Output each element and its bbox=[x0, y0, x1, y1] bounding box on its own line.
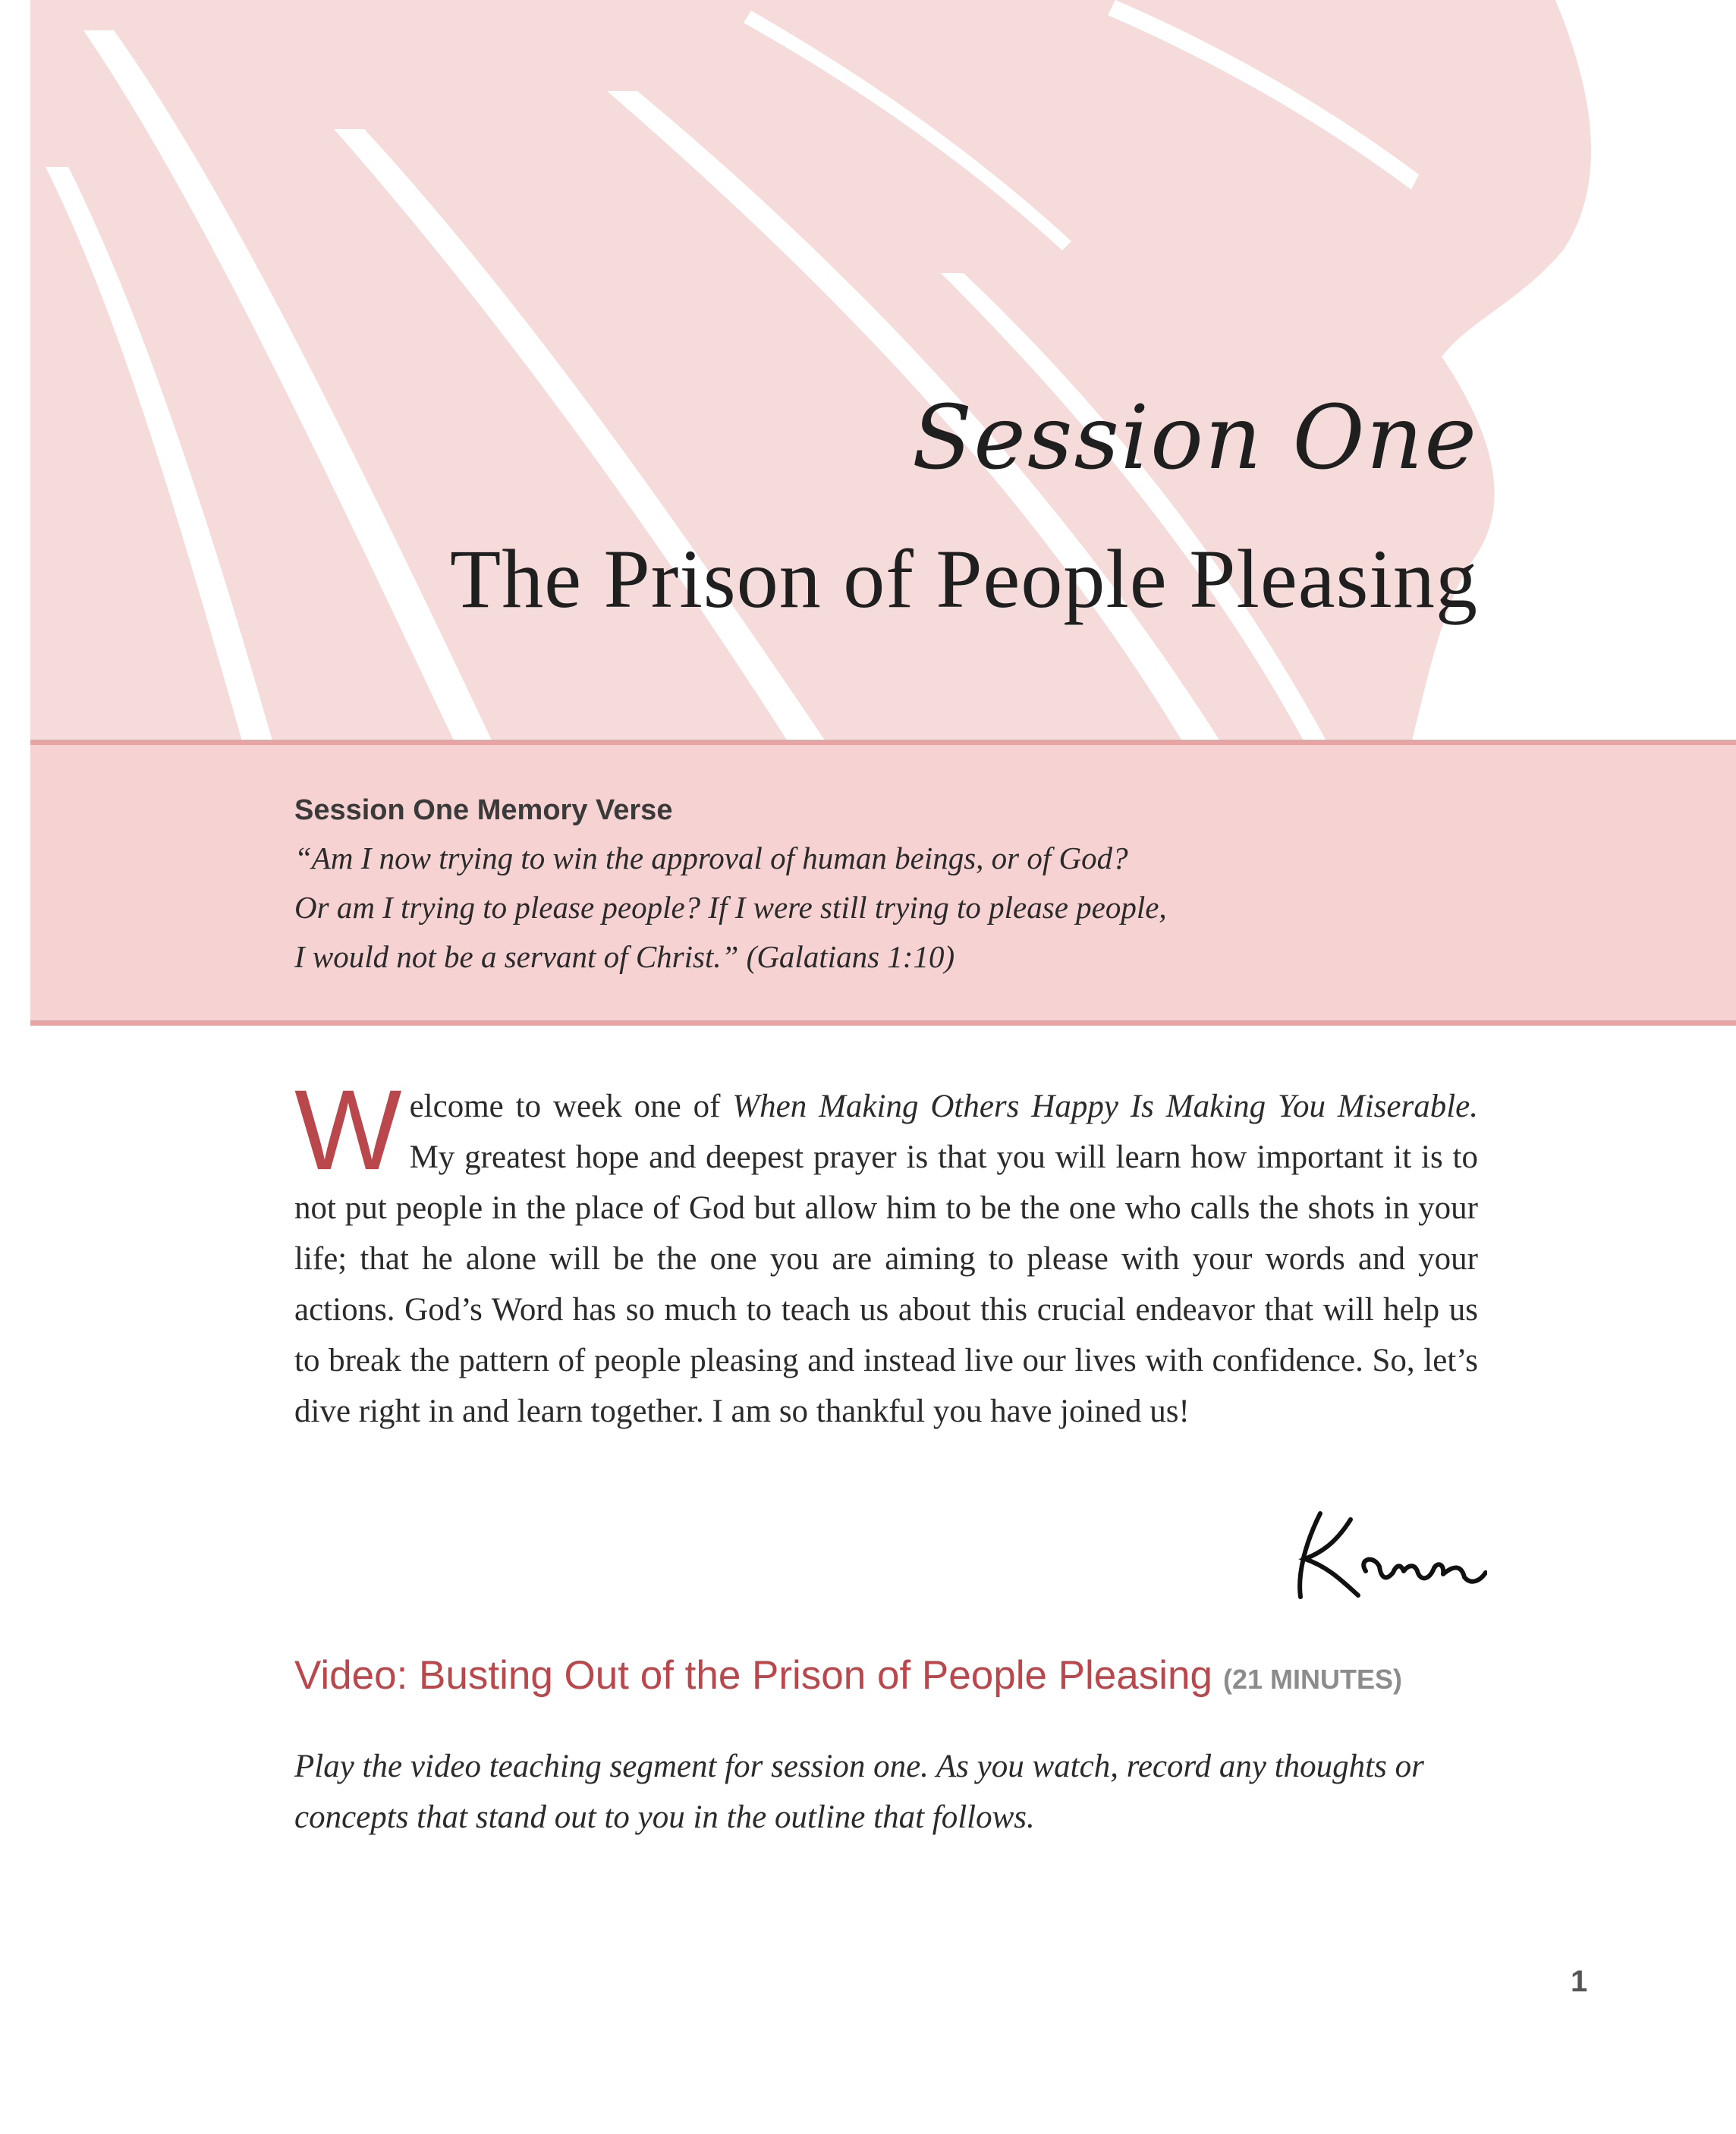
welcome-paragraph bbox=[294, 1066, 1478, 1437]
memory-verse-line: “Am I now trying to win the approval of human beings, or of God? bbox=[294, 841, 1128, 875]
memory-verse-line: I would not be a servant of Christ.” (Galatians 1:10) bbox=[294, 939, 955, 974]
page-title: The Prison of People Pleasing bbox=[450, 533, 1478, 625]
welcome-lead: elcome to week one of bbox=[409, 1089, 733, 1124]
book-title: When Making Others Happy Is Making You Miserable. bbox=[732, 1089, 1478, 1124]
welcome-body: My greatest hope and deepest prayer is that you will learn how important it is to not put people in the place of God but allow him to be the one who calls the shots in your life; that he alone will be the one you are aiming to please with your words and your actions. God’s Word has so much to teach us about this crucial endeavor that will help us to break the pattern of people pleasing and instead live our lives with confidence. So, let’s dive right in and learn together. I am so thankful you have joined us! bbox=[294, 1139, 1478, 1429]
video-duration: (21 MINUTES) bbox=[1222, 1664, 1402, 1695]
memory-verse-line: Or am I trying to please people? If I were still trying to please people, bbox=[294, 890, 1167, 925]
memory-verse-heading: Session One Memory Verse bbox=[294, 794, 673, 826]
session-label: Session One bbox=[911, 387, 1478, 489]
signature-karen bbox=[1275, 1498, 1487, 1604]
drop-cap: W bbox=[294, 1066, 402, 1193]
video-heading-text: Video: Busting Out of the Prison of People Pleasing bbox=[294, 1653, 1212, 1698]
video-section-heading bbox=[294, 1652, 1402, 1699]
video-instructions: Play the video teaching segment for session one. As you watch, record any thoughts or concepts that stand out to you in the outline that follows. bbox=[294, 1749, 1424, 1835]
page-number: 1 bbox=[1571, 1965, 1588, 1998]
brush-stroke-art bbox=[30, 0, 1736, 743]
memory-verse-band bbox=[30, 740, 1736, 1026]
